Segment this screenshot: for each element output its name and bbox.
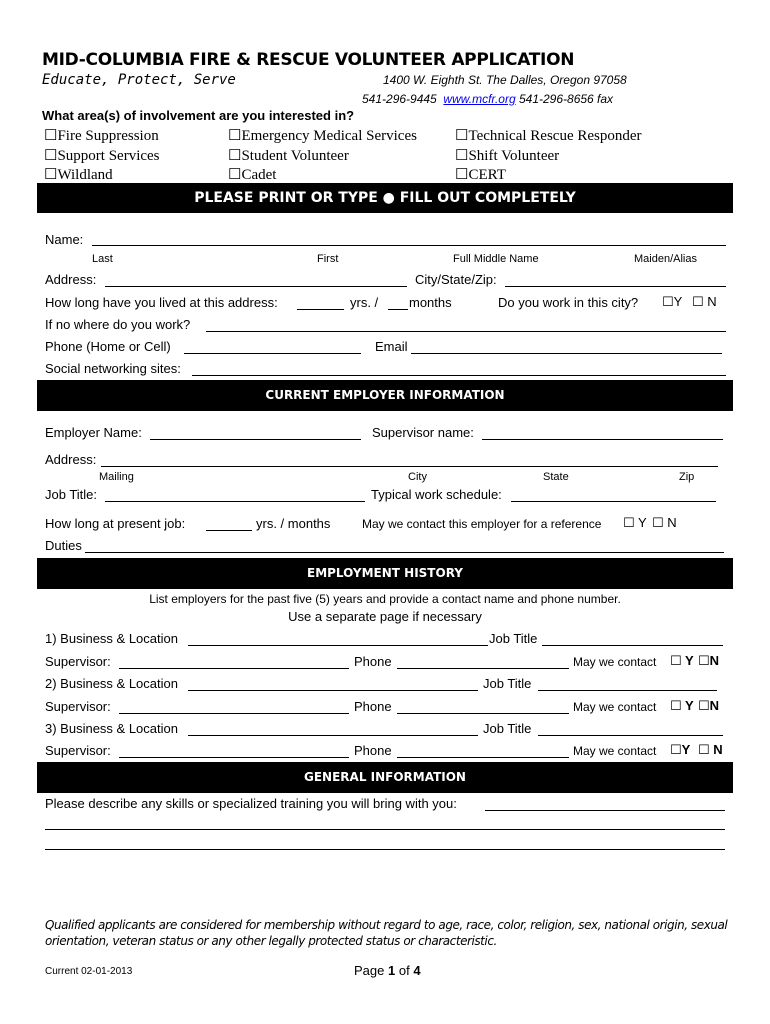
schedule-label: Typical work schedule: <box>371 487 502 502</box>
history-3-job-field[interactable] <box>538 735 723 736</box>
email-field[interactable] <box>411 353 722 354</box>
name-sub-last: Last <box>92 253 113 265</box>
history-2-supervisor-label: Supervisor: <box>45 699 111 714</box>
involvement-cadet[interactable]: ☐Cadet <box>228 167 277 183</box>
involvement-cert[interactable]: ☐CERT <box>455 167 506 183</box>
checkbox-icon: ☐ <box>698 743 710 758</box>
months-field[interactable] <box>388 309 408 310</box>
work-city-no[interactable]: ☐ N <box>692 294 717 310</box>
history-1-supervisor-label: Supervisor: <box>45 654 111 669</box>
reference-contact-label: May we contact this employer for a reference <box>362 517 602 531</box>
history-1-job-label: Job Title <box>489 631 538 646</box>
employer-address-field[interactable] <box>101 466 718 467</box>
address-field[interactable] <box>105 286 407 287</box>
website-link[interactable]: www.mcfr.org <box>443 92 516 106</box>
supervisor-name-label: Supervisor name: <box>372 425 474 440</box>
work-location-field[interactable] <box>206 331 726 332</box>
page-title: MID-COLUMBIA FIRE & RESCUE VOLUNTEER APPLICATION <box>42 50 575 70</box>
involvement-wildland[interactable]: ☐Wildland <box>44 167 113 183</box>
employer-name-label: Employer Name: <box>45 425 142 440</box>
org-phone: 541-296-9445 <box>362 92 437 106</box>
banner-print: PLEASE PRINT OR TYPE ● FILL OUT COMPLETELY <box>37 183 733 213</box>
history-separate-note: Use a separate page if necessary <box>288 609 482 624</box>
employer-address-label: Address: <box>45 452 97 467</box>
history-2-phone-field[interactable] <box>397 713 569 714</box>
history-1-job-field[interactable] <box>542 645 723 646</box>
checkbox-icon: ☐ <box>692 295 704 310</box>
history-2-yes[interactable]: ☐ Y <box>670 698 694 714</box>
history-2-contact-label: May we contact <box>573 700 657 714</box>
org-address: 1400 W. Eighth St. The Dalles, Oregon 97058 <box>383 73 627 87</box>
reference-yes[interactable]: ☐ Y <box>623 515 647 531</box>
address-sub-zip: Zip <box>679 471 695 483</box>
name-label: Name: <box>45 232 84 247</box>
skills-field-2[interactable] <box>45 829 725 830</box>
duties-field[interactable] <box>85 552 724 553</box>
history-3-supervisor-field[interactable] <box>119 757 349 758</box>
history-2-no[interactable]: ☐N <box>698 698 720 714</box>
city-state-zip-field[interactable] <box>505 286 726 287</box>
social-label: Social networking sites: <box>45 361 181 376</box>
present-job-units: yrs. / months <box>256 516 331 531</box>
months-label: months <box>409 295 452 310</box>
disclaimer-line-2: orientation, veteran status or any other legally protected status or characteristic. <box>45 934 497 948</box>
tagline: Educate, Protect, Serve <box>42 72 236 88</box>
history-1-phone-label: Phone <box>354 654 392 669</box>
skills-label: Please describe any skills or specialized training you will bring with you: <box>45 796 457 811</box>
social-field[interactable] <box>192 375 726 376</box>
history-1-no[interactable]: ☐N <box>698 653 720 669</box>
name-sub-first: First <box>317 253 339 265</box>
checkbox-icon: ☐ <box>698 699 710 714</box>
involvement-technical-rescue[interactable]: ☐Technical Rescue Responder <box>455 128 642 144</box>
history-2-phone-label: Phone <box>354 699 392 714</box>
history-3-phone-field[interactable] <box>397 757 569 758</box>
present-job-label: How long at present job: <box>45 516 186 531</box>
address-sub-state: State <box>543 471 569 483</box>
checkbox-icon: ☐ <box>670 699 682 714</box>
job-title-label: Job Title: <box>45 487 98 502</box>
history-2-job-field[interactable] <box>538 690 717 691</box>
history-2-supervisor-field[interactable] <box>119 713 349 714</box>
checkbox-icon: ☐ <box>698 654 710 669</box>
history-3-contact-label: May we contact <box>573 744 657 758</box>
banner-employer: CURRENT EMPLOYER INFORMATION <box>37 380 733 411</box>
banner-general: GENERAL INFORMATION <box>37 762 733 793</box>
history-3-yes[interactable]: ☐Y <box>670 742 691 758</box>
address-label: Address: <box>45 272 97 287</box>
history-3-phone-label: Phone <box>354 743 392 758</box>
history-3-business-field[interactable] <box>188 735 478 736</box>
name-field[interactable] <box>92 245 726 246</box>
history-3-no[interactable]: ☐ N <box>698 742 723 758</box>
org-contact <box>362 92 613 106</box>
supervisor-name-field[interactable] <box>482 439 723 440</box>
history-2-business-label: 2) Business & Location <box>45 676 178 691</box>
involvement-shift-volunteer[interactable]: ☐Shift Volunteer <box>455 148 560 164</box>
history-1-yes[interactable]: ☐ Y <box>670 653 694 669</box>
checkbox-icon: ☐ <box>652 516 664 531</box>
present-job-years-field[interactable] <box>206 530 252 531</box>
skills-field-3[interactable] <box>45 849 725 850</box>
phone-field[interactable] <box>184 353 361 354</box>
work-city-yes[interactable]: ☐Y <box>662 294 683 310</box>
version-label: Current 02-01-2013 <box>45 966 133 977</box>
reference-no[interactable]: ☐ N <box>652 515 677 531</box>
page-number: Page 1 of 4 <box>354 963 421 978</box>
banner-history: EMPLOYMENT HISTORY <box>37 558 733 589</box>
history-1-business-label: 1) Business & Location <box>45 631 178 646</box>
phone-label: Phone (Home or Cell) <box>45 339 171 354</box>
history-3-job-label: Job Title <box>483 721 532 736</box>
involvement-fire-suppression[interactable]: ☐Fire Suppression <box>44 128 159 144</box>
disclaimer-line-1: Qualified applicants are considered for membership without regard to age, race, color, religion, sex, national origin, sexual <box>45 918 728 932</box>
history-3-business-label: 3) Business & Location <box>45 721 178 736</box>
history-3-supervisor-label: Supervisor: <box>45 743 111 758</box>
org-fax: 541-296-8656 fax <box>518 92 614 106</box>
schedule-field[interactable] <box>511 501 716 502</box>
history-1-phone-field[interactable] <box>397 668 569 669</box>
address-sub-mailing: Mailing <box>99 471 134 483</box>
job-title-field[interactable] <box>105 501 365 502</box>
duties-label: Duties <box>45 538 82 553</box>
yrs-label: yrs. / <box>350 295 379 310</box>
involvement-student-volunteer[interactable]: ☐Student Volunteer <box>228 148 349 164</box>
checkbox-icon: ☐ <box>670 743 682 758</box>
employer-name-field[interactable] <box>150 439 361 440</box>
checkbox-icon: ☐ <box>662 295 674 310</box>
city-state-zip-label: City/State/Zip: <box>415 272 497 287</box>
name-sub-maiden: Maiden/Alias <box>634 253 697 265</box>
if-no-label: If no where do you work? <box>45 317 191 332</box>
history-1-business-field[interactable] <box>188 645 488 646</box>
address-sub-city: City <box>408 471 427 483</box>
history-2-business-field[interactable] <box>188 690 478 691</box>
checkbox-icon: ☐ <box>670 654 682 669</box>
name-sub-middle: Full Middle Name <box>453 253 539 265</box>
involvement-question: What area(s) of involvement are you interested in? <box>42 108 355 123</box>
involvement-ems[interactable]: ☐Emergency Medical Services <box>228 128 417 144</box>
years-field[interactable] <box>297 309 344 310</box>
involvement-support-services[interactable]: ☐Support Services <box>44 148 160 164</box>
howlong-label: How long have you lived at this address: <box>45 295 278 310</box>
history-instruction: List employers for the past five (5) years and provide a contact name and phone number. <box>149 592 621 606</box>
work-city-label: Do you work in this city? <box>498 295 639 310</box>
history-1-contact-label: May we contact <box>573 655 657 669</box>
checkbox-icon: ☐ <box>623 516 635 531</box>
history-2-job-label: Job Title <box>483 676 532 691</box>
history-1-supervisor-field[interactable] <box>119 668 349 669</box>
skills-field-1[interactable] <box>485 810 725 811</box>
email-label: Email <box>375 339 408 354</box>
